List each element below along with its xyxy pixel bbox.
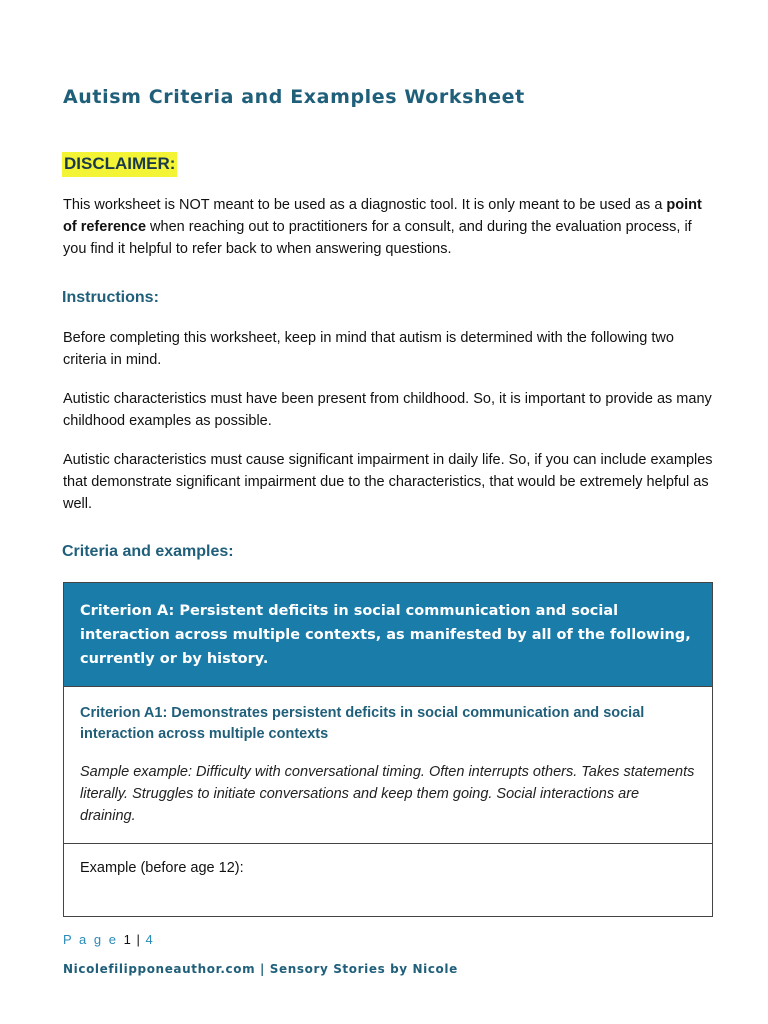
criteria-table bbox=[63, 582, 713, 917]
page-total: 4 bbox=[145, 932, 155, 947]
disclaimer-text-part1: This worksheet is NOT meant to be used as a diagnostic tool. It is only meant to be used as a bbox=[63, 197, 663, 213]
disclaimer-text bbox=[63, 194, 713, 260]
sample-example: Sample example: Difficulty with conversational timing. Often interrupts others. Takes statements literally. Struggles to initiate conversations and keep them going. Social interactions are draining. bbox=[80, 764, 695, 824]
footer-site: Nicolefilipponeauthor.com | Sensory Stories by Nicole bbox=[63, 962, 458, 976]
disclaimer-text-part2: when reaching out to practitioners for a consult, and during the evaluation process, if you find it helpful to refer back to when answering questions. bbox=[63, 219, 692, 257]
criterion-a1-title: Criterion A1: Demonstrates persistent deficits in social communication and social interaction across multiple contexts bbox=[80, 705, 645, 742]
disclaimer-label: DISCLAIMER: bbox=[62, 152, 177, 177]
page-number: 1 bbox=[123, 932, 131, 947]
page-separator: | bbox=[136, 932, 140, 947]
instructions-paragraph-3: Autistic characteristics must cause significant impairment in daily life. So, if you can include examples that demonstrate significant impairment due to the characteristics, that would be extremely helpful as well. bbox=[63, 452, 713, 512]
example-label: Example (before age 12): bbox=[80, 860, 244, 876]
instructions-paragraph-2: Autistic characteristics must have been present from childhood. So, it is important to provide as many childhood examples as possible. bbox=[63, 391, 712, 429]
criterion-a1-cell bbox=[64, 687, 712, 844]
instructions-paragraph-1: Before completing this worksheet, keep in mind that autism is determined with the following two criteria in mind. bbox=[63, 330, 674, 368]
page-title: Autism Criteria and Examples Worksheet bbox=[63, 86, 525, 108]
example-field[interactable] bbox=[64, 844, 712, 876]
criteria-heading: Criteria and examples: bbox=[62, 543, 234, 560]
page-word: P a g e bbox=[63, 932, 118, 947]
instructions-heading: Instructions: bbox=[62, 289, 159, 306]
disclaimer-bold-phrase: point of reference bbox=[63, 197, 702, 235]
page-footer bbox=[63, 932, 155, 947]
criterion-a-header: Criterion A: Persistent deficits in social communication and social interaction across multiple contexts, as manifested by all of the following, currently or by history. bbox=[64, 583, 712, 687]
